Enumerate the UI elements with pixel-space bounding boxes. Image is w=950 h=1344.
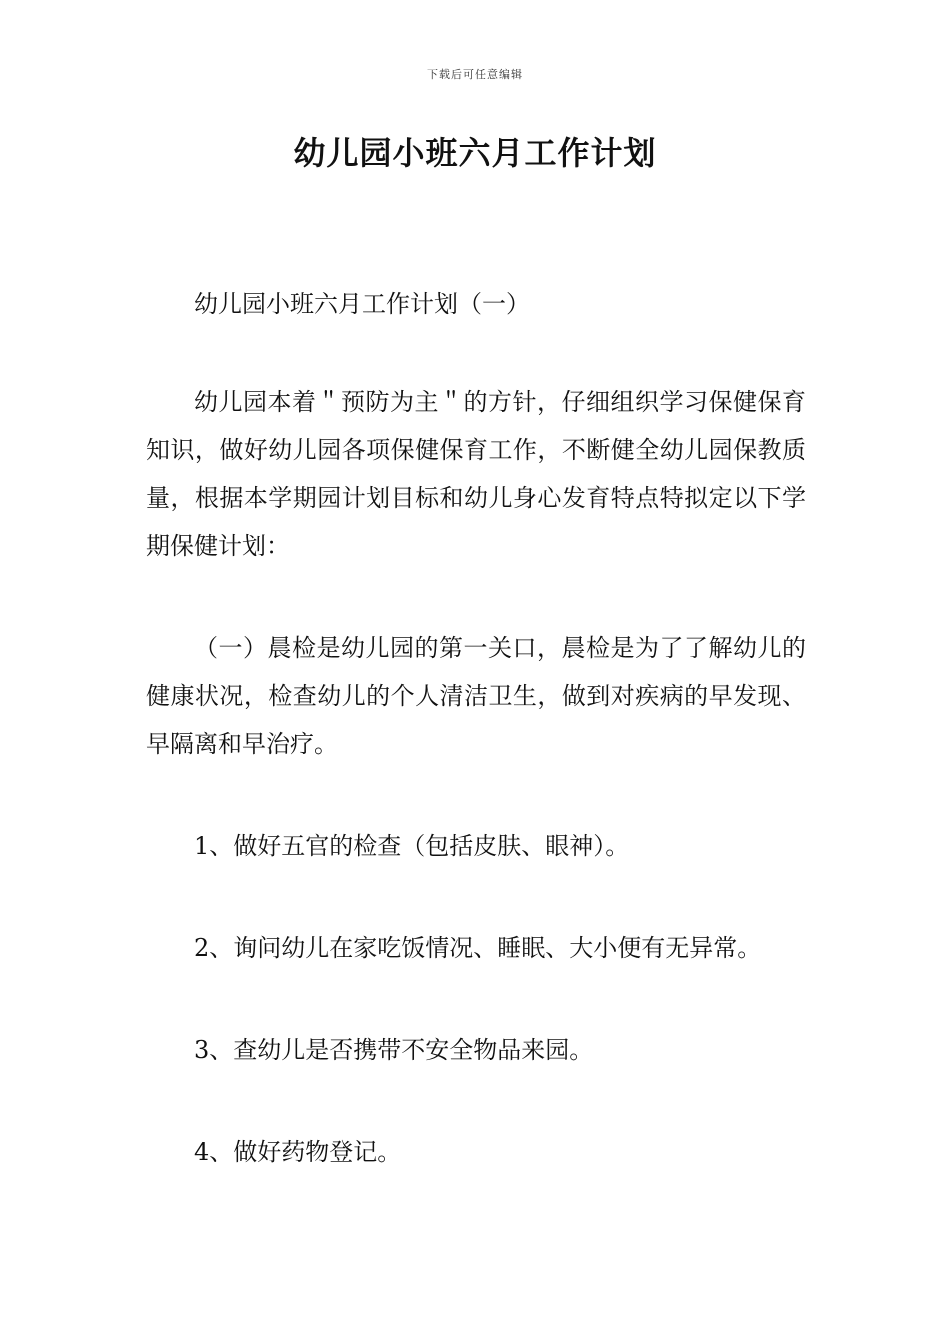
morning-check-paragraph: （一）晨检是幼儿园的第一关口，晨检是为了了解幼儿的健康状况，检查幼儿的个人清洁卫生，做到对疾病的早发现、早隔离和早治疗。 [146,634,806,758]
list-item-3: 3、查幼儿是否携带不安全物品来园。 [194,1036,594,1064]
header-note: 下载后可任意编辑 [427,68,523,81]
list-item-2: 2、询问幼儿在家吃饭情况、睡眠、大小便有无异常。 [194,934,762,962]
section-heading: 幼儿园小班六月工作计划（一） [194,290,530,318]
document-body [146,280,806,1176]
list-item-4: 4、做好药物登记。 [194,1138,402,1166]
intro-paragraph: 幼儿园本着＂预防为主＂的方针，仔细组织学习保健保育知识，做好幼儿园各项保健保育工作，不断健全幼儿园保教质量，根据本学期园计划目标和幼儿身心发育特点特拟定以下学期保健计划： [146,388,806,560]
list-item-1: 1、做好五官的检查（包括皮肤、眼神）。 [194,832,630,860]
document-title: 幼儿园小班六月工作计划 [293,134,657,172]
